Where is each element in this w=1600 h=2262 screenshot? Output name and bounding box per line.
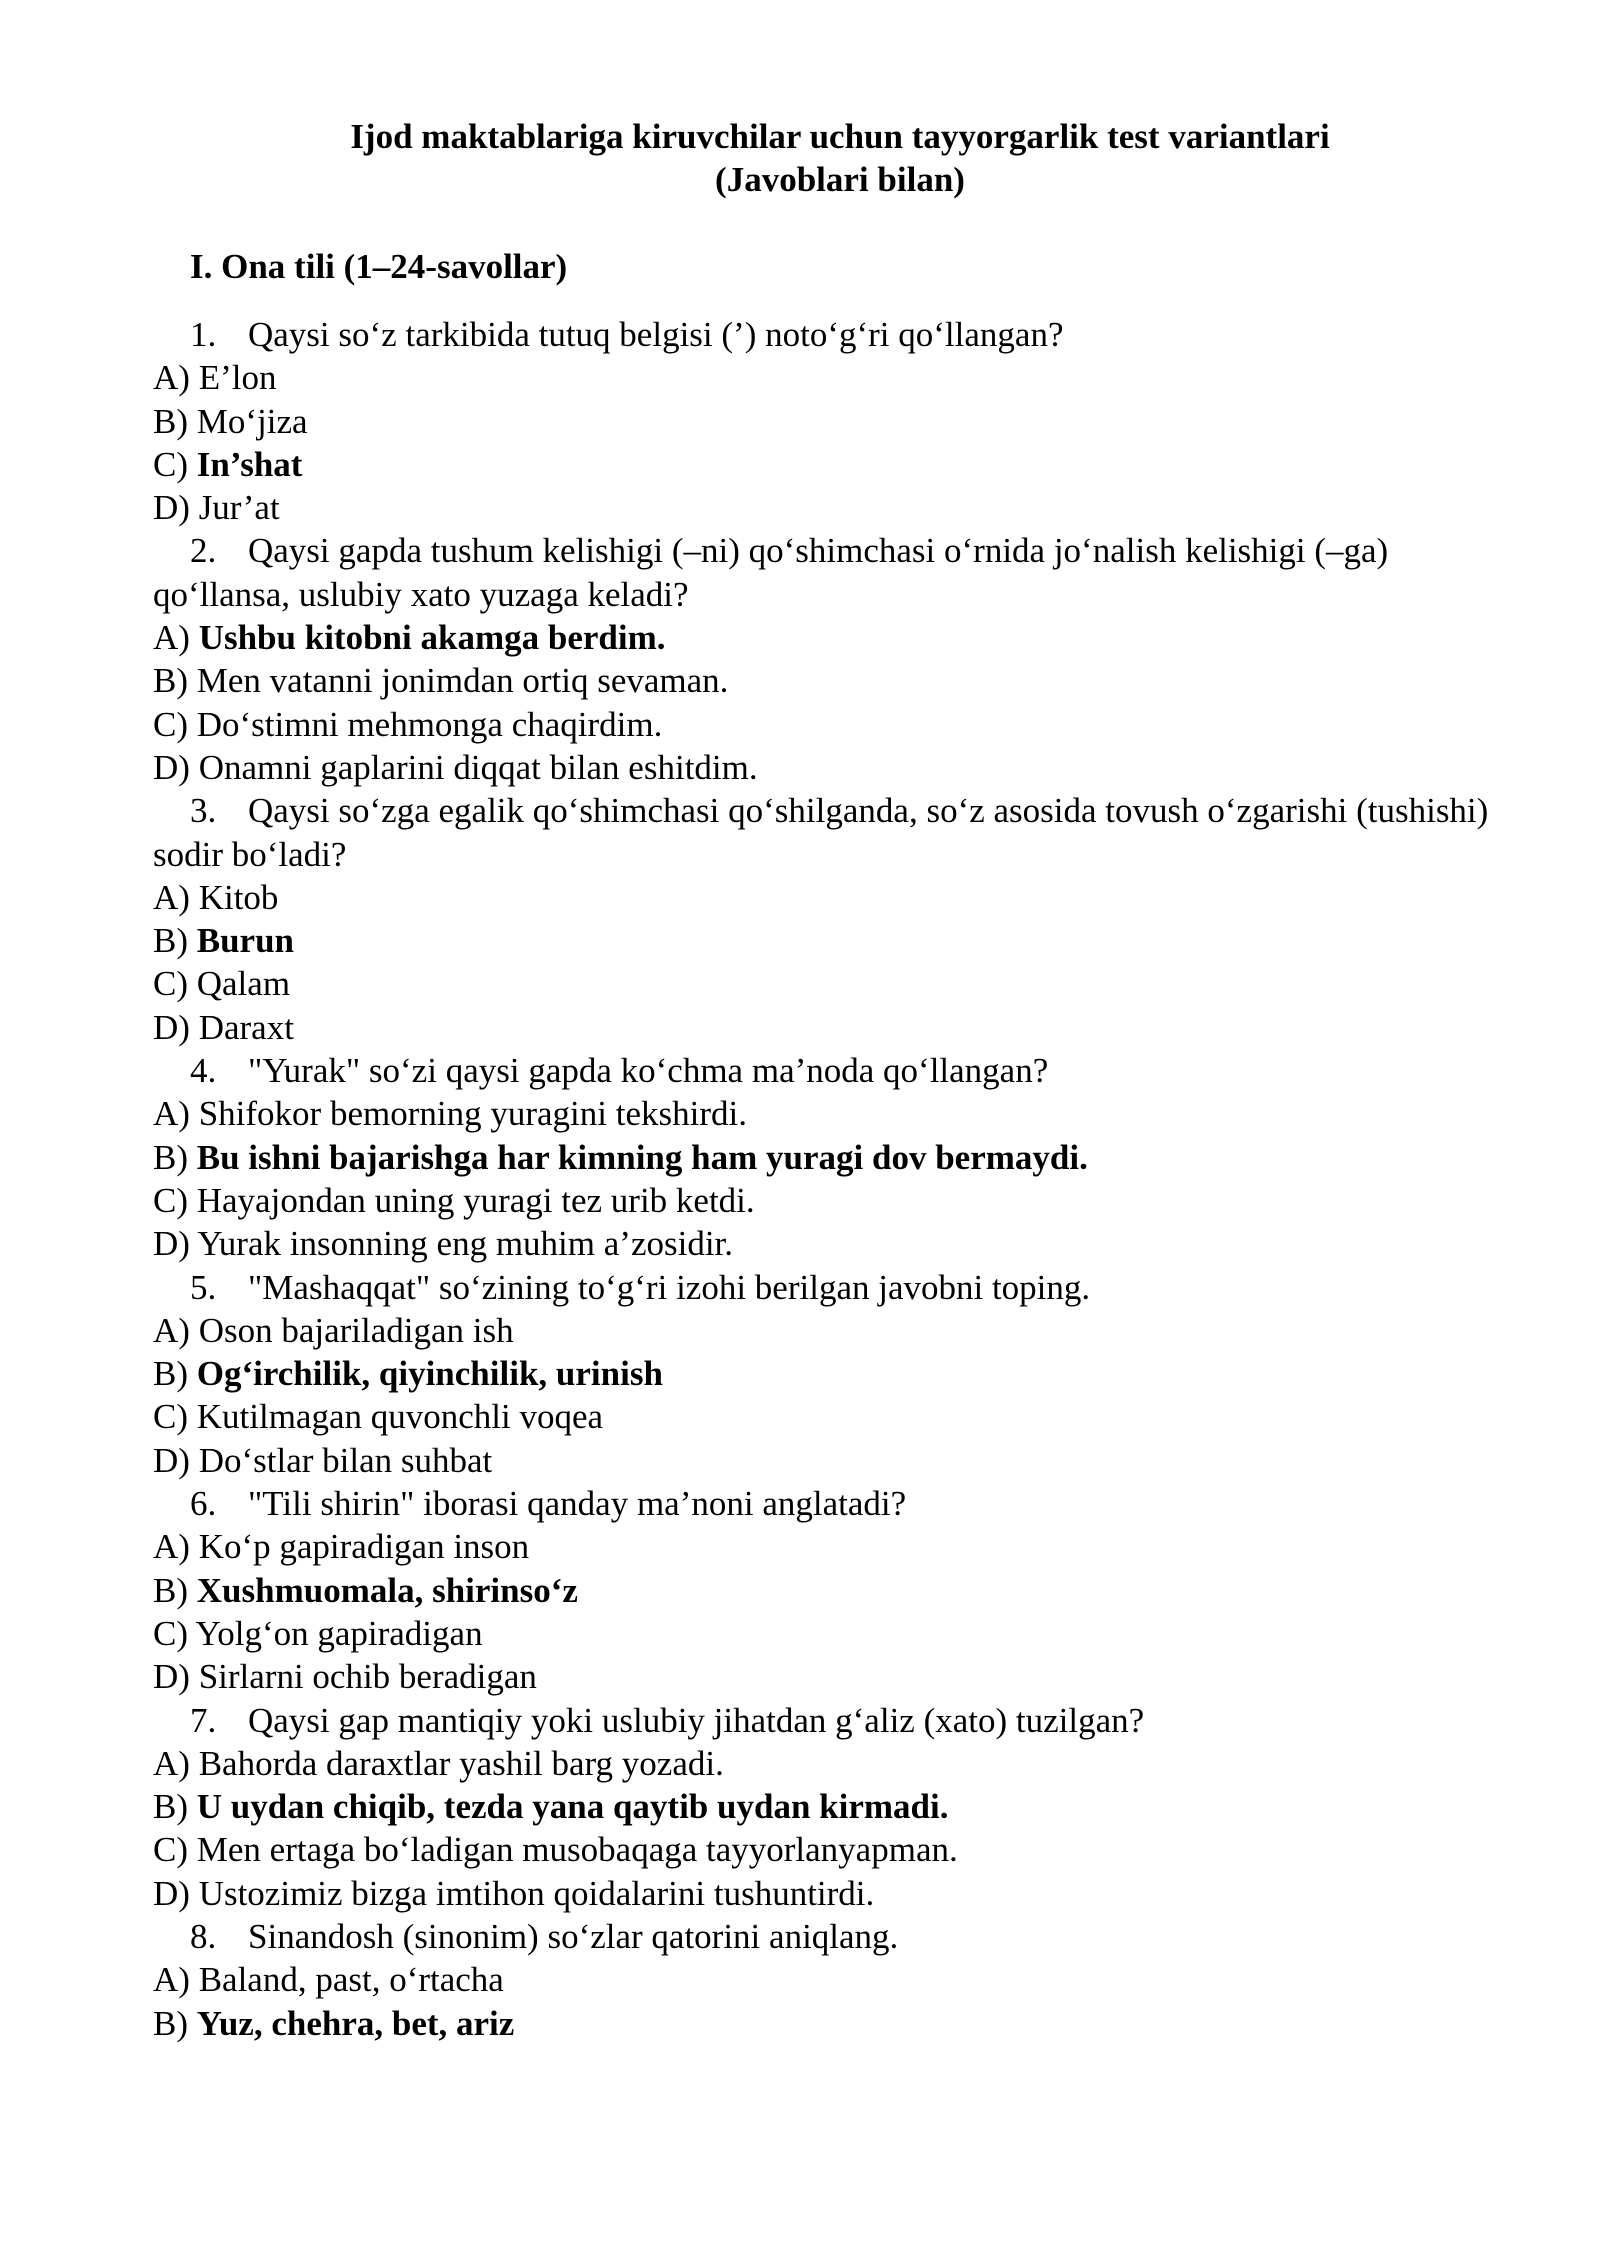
- option-d: D) Do‘stlar bilan suhbat: [153, 1440, 493, 1480]
- document-title: Ijod maktablariga kiruvchilar uchun tayyorgarlik test variantlari: [350, 117, 1330, 156]
- option-c-correct: C) In’shat: [153, 444, 303, 484]
- option-b-correct: B) Burun: [153, 921, 295, 961]
- option-d: D) Yurak insonning eng muhim a’zosidir.: [153, 1224, 734, 1264]
- option-b-correct: B) Og‘irchilik, qiyinchilik, urinish: [153, 1354, 663, 1394]
- question-5: [153, 1266, 1493, 1309]
- option-d: D) Daraxt: [153, 1007, 294, 1047]
- option-d: D) Ustozimiz bizga imtihon qoidalarini tushuntirdi.: [153, 1873, 875, 1913]
- question-text: Sinandosh (sinonim) so‘zlar qatorini aniqlang.: [248, 1916, 899, 1956]
- option-b-correct: B) U uydan chiqib, tezda yana qaytib uydan kirmadi.: [153, 1787, 949, 1827]
- option-b: B) Mo‘jiza: [153, 401, 308, 441]
- document-subtitle: (Javoblari bilan): [715, 160, 965, 199]
- option-a: A) Bahorda daraxtlar yashil barg yozadi.: [153, 1743, 724, 1783]
- option-c: C) Do‘stimni mehmonga chaqirdim.: [153, 704, 663, 744]
- question-2: [153, 529, 1493, 616]
- question-6: [153, 1482, 1493, 1525]
- question-text: "Mashaqqat" so‘zining to‘g‘ri izohi berilgan javobni toping.: [248, 1267, 1091, 1307]
- questions-list: [153, 313, 1493, 2045]
- option-d: D) Jur’at: [153, 488, 280, 528]
- option-c: C) Yolg‘on gapiradigan: [153, 1613, 483, 1653]
- question-8: [153, 1915, 1493, 1958]
- option-c: C) Men ertaga bo‘ladigan musobaqaga tayyorlanyapman.: [153, 1830, 958, 1870]
- question-number: 3.: [190, 791, 217, 831]
- question-text: Qaysi gapda tushum kelishigi (–ni) qo‘shimchasi o‘rnida jo‘nalish kelishigi (–ga) qo‘llansa, uslubiy xato yuzaga keladi?: [153, 531, 1389, 614]
- option-a: A) Oson bajariladigan ish: [153, 1310, 514, 1350]
- question-number: 5.: [190, 1267, 217, 1307]
- option-c: C) Hayajondan uning yuragi tez urib ketdi.: [153, 1180, 755, 1220]
- question-number: 2.: [190, 531, 217, 571]
- question-text: "Tili shirin" iborasi qanday ma’noni anglatadi?: [248, 1484, 907, 1524]
- question-3: [153, 789, 1493, 876]
- question-1: [153, 313, 1493, 356]
- question-number: 4.: [190, 1051, 217, 1091]
- question-text: "Yurak" so‘zi qaysi gapda ko‘chma ma’noda qo‘llangan?: [248, 1051, 1049, 1091]
- option-a: A) Baland, past, o‘rtacha: [153, 1960, 504, 2000]
- question-number: 7.: [190, 1700, 217, 1740]
- question-number: 6.: [190, 1484, 217, 1524]
- option-a: A) Kitob: [153, 877, 279, 917]
- option-b-correct: B) Yuz, chehra, bet, ariz: [153, 2003, 515, 2043]
- option-a: A) E’lon: [153, 358, 277, 398]
- question-text: Qaysi gap mantiqiy yoki uslubiy jihatdan g‘aliz (xato) tuzilgan?: [248, 1700, 1145, 1740]
- option-a-correct: A) Ushbu kitobni akamga berdim.: [153, 618, 666, 658]
- section-heading: I. Ona tili (1–24-savollar): [190, 247, 568, 286]
- question-7: [153, 1699, 1493, 1742]
- option-b-correct: B) Xushmuomala, shirinso‘z: [153, 1570, 578, 1610]
- option-a: A) Ko‘p gapiradigan inson: [153, 1527, 530, 1567]
- option-b-correct: B) Bu ishni bajarishga har kimning ham yuragi dov bermaydi.: [153, 1137, 1088, 1177]
- option-b: B) Men vatanni jonimdan ortiq sevaman.: [153, 661, 729, 701]
- option-c: C) Kutilmagan quvonchli voqea: [153, 1397, 604, 1437]
- question-text: Qaysi so‘z tarkibida tutuq belgisi (’) noto‘g‘ri qo‘llangan?: [248, 315, 1064, 354]
- question-4: [153, 1049, 1493, 1092]
- option-d: D) Sirlarni ochib beradigan: [153, 1657, 537, 1697]
- question-text: Qaysi so‘zga egalik qo‘shimchasi qo‘shilganda, so‘z asosida tovush o‘zgarishi (tushishi) sodir bo‘ladi?: [153, 791, 1489, 874]
- question-number: 8.: [190, 1916, 217, 1956]
- question-number: 1.: [190, 315, 217, 354]
- option-a: A) Shifokor bemorning yuragini tekshirdi.: [153, 1094, 747, 1134]
- option-c: C) Qalam: [153, 964, 291, 1004]
- option-d: D) Onamni gaplarini diqqat bilan eshitdim.: [153, 747, 758, 787]
